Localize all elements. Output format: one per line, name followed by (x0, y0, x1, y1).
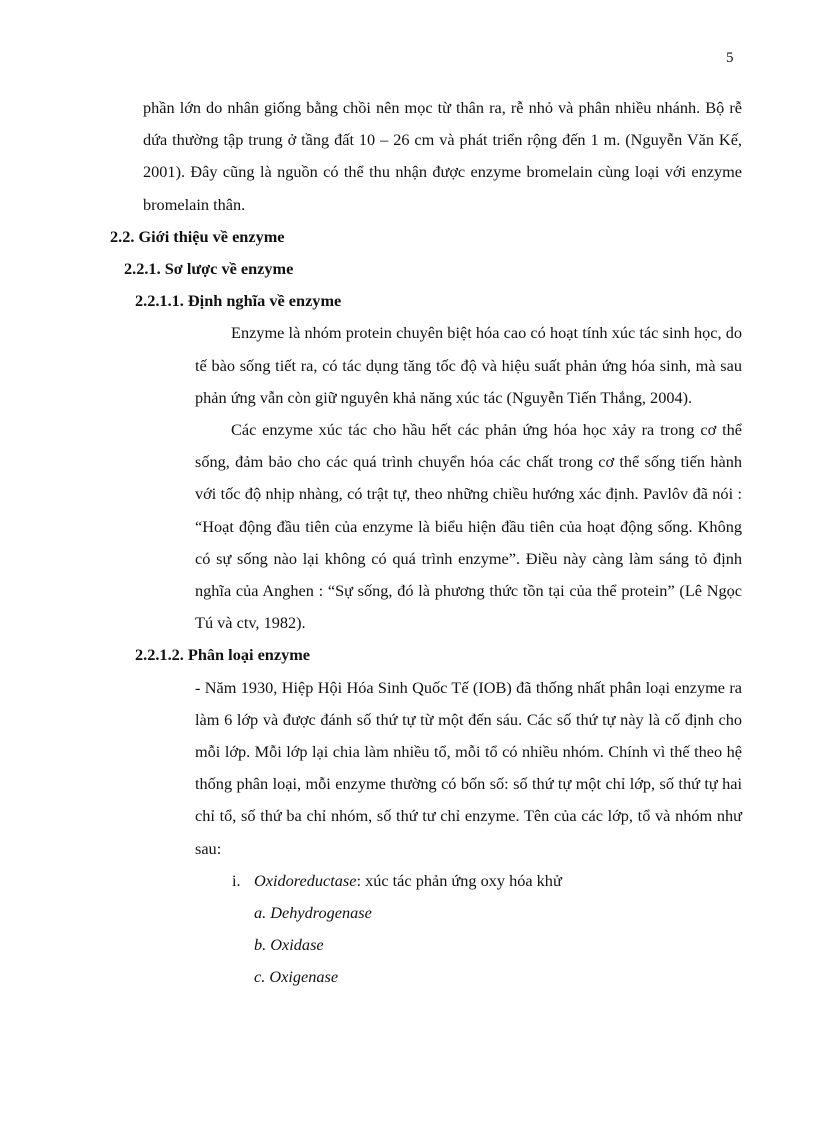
enzyme-role-paragraph: Các enzyme xúc tác cho hầu hết các phản ứng hóa học xảy ra trong cơ thể sống, đảm bảo cho các quá trình chuyển hóa các chất trong cơ thể sống tiến hành với tốc độ nhịp nhàng, có trật tự, theo những chiều hướng xác định. Pavlôv đã nói : “Hoạt động đầu tiên của enzyme là biểu hiện đầu tiên của hoạt động sống. Không có sự sống nào lại không có quá trình enzyme”. Điều này càng làm sáng tỏ định nghĩa của Anghen : “Sự sống, đó là phương thức tồn tại của thể protein” (Lê Ngọc Tú và ctv, 1982). (195, 420, 742, 633)
section-heading-2-2-1: 2.2.1. Sơ lược về enzyme (124, 259, 294, 279)
intro-paragraph: phần lớn do nhân giống bằng chồi nên mọc từ thân ra, rễ nhỏ và phân nhiều nhánh. Bộ rễ dứa thường tập trung ở tầng đất 10 – 26 cm và phát triển rộng đến 1 m. (Nguyễn Văn Kế, 2001). Đây cũng là nguồn có thể thu nhận được enzyme bromelain cùng loại với enzyme bromelain thân. (143, 98, 742, 214)
list-marker: i. (232, 870, 241, 890)
list-term: Oxidoreductase (254, 870, 357, 890)
list-item (110, 865, 742, 897)
definition-block (110, 317, 742, 639)
list-description: : xúc tác phản ứng oxy hóa khử (356, 870, 562, 890)
definition-paragraph: Enzyme là nhóm protein chuyên biệt hóa cao có hoạt tính xúc tác sinh học, do tế bào sống tiết ra, có tác dụng tăng tốc độ và hiệu suất phản ứng hóa sinh, mà sau phản ứng vẫn còn giữ nguyên khả năng xúc tác (Nguyễn Tiến Thắng, 2004). (195, 323, 742, 407)
sub-list-item: a. Dehydrogenase (254, 903, 372, 923)
classification-block (110, 672, 742, 865)
section-heading-2-2-1-1: 2.2.1.1. Định nghĩa về enzyme (135, 291, 342, 311)
document-body (110, 92, 742, 994)
sub-list-item: b. Oxidase (254, 935, 324, 955)
section-heading-2-2: 2.2. Giới thiệu về enzyme (110, 226, 285, 246)
sub-list-item: c. Oxigenase (254, 967, 339, 987)
classification-paragraph: - Năm 1930, Hiệp Hội Hóa Sinh Quốc Tế (IOB) đã thống nhất phân loại enzyme ra làm 6 lớp và được đánh số thứ tự từ một đến sáu. Các số thứ tự này là cố định cho mỗi lớp. Mỗi lớp lại chia làm nhiều tổ, mỗi tổ có nhiều nhóm. Chính vì thế theo hệ thống phân loại, mỗi enzyme thường có bốn số: số thứ tự một chỉ lớp, số thứ tự hai chỉ tổ, số thứ ba chỉ nhóm, số thứ tư chỉ enzyme. Tên của các lớp, tổ và nhóm như sau: (195, 677, 742, 858)
page-number: 5 (726, 50, 734, 66)
sub-list (110, 897, 742, 994)
section-heading-2-2-1-2: 2.2.1.2. Phân loại enzyme (135, 645, 311, 665)
